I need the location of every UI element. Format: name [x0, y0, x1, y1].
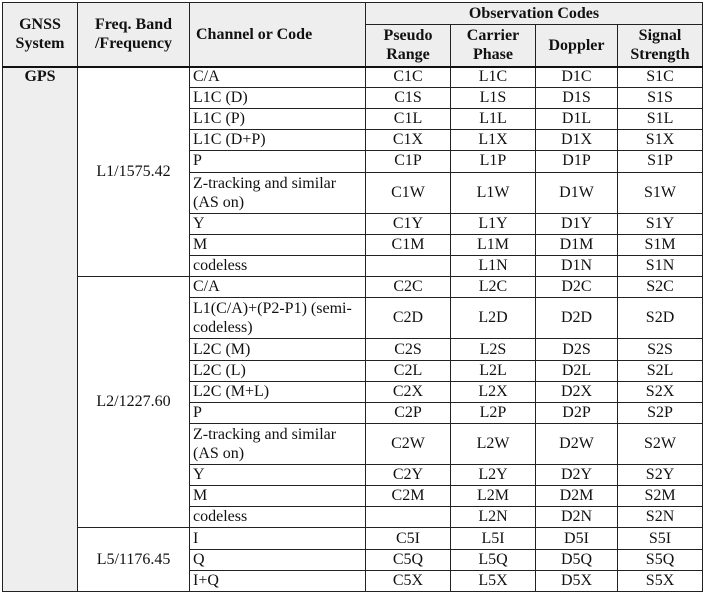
- carrier-phase-cell: L5X: [451, 570, 536, 591]
- pseudo-range-cell: C1L: [366, 109, 451, 130]
- channel-cell: Q: [190, 549, 366, 570]
- carrier-phase-cell: L2P: [451, 402, 536, 423]
- signal-strength-cell: S5X: [618, 570, 703, 591]
- carrier-phase-cell: L1N: [451, 256, 536, 277]
- carrier-phase-cell: L1Y: [451, 213, 536, 234]
- pseudo-range-cell: C5X: [366, 570, 451, 591]
- pseudo-range-cell: C1W: [366, 172, 451, 213]
- header-carrier-phase: Carrier Phase: [451, 25, 536, 67]
- doppler-cell: D2D: [536, 298, 618, 339]
- channel-cell: C/A: [190, 277, 366, 298]
- signal-strength-cell: S2D: [618, 298, 703, 339]
- channel-cell: I+Q: [190, 570, 366, 591]
- doppler-cell: D1L: [536, 109, 618, 130]
- carrier-phase-cell: L1X: [451, 130, 536, 151]
- carrier-phase-cell: L2Y: [451, 465, 536, 486]
- table-row: [3, 67, 703, 88]
- signal-strength-cell: S1M: [618, 234, 703, 255]
- pseudo-range-cell: C5Q: [366, 549, 451, 570]
- carrier-phase-cell: L2M: [451, 486, 536, 507]
- header-pseudo-range: Pseudo Range: [366, 25, 451, 67]
- pseudo-range-cell: [366, 507, 451, 528]
- pseudo-range-cell: [366, 256, 451, 277]
- signal-strength-cell: S2S: [618, 339, 703, 360]
- carrier-phase-cell: L1S: [451, 88, 536, 109]
- doppler-cell: D1M: [536, 234, 618, 255]
- signal-strength-cell: S2W: [618, 423, 703, 464]
- channel-cell: L1C (D+P): [190, 130, 366, 151]
- signal-strength-cell: S1L: [618, 109, 703, 130]
- channel-cell: I: [190, 528, 366, 549]
- header-freq-band: Freq. Band /Frequency: [78, 3, 190, 67]
- pseudo-range-cell: C1M: [366, 234, 451, 255]
- pseudo-range-cell: C2M: [366, 486, 451, 507]
- channel-cell: Y: [190, 213, 366, 234]
- pseudo-range-cell: C2L: [366, 360, 451, 381]
- signal-strength-cell: S2M: [618, 486, 703, 507]
- doppler-cell: D2L: [536, 360, 618, 381]
- carrier-phase-cell: L1C: [451, 67, 536, 88]
- table-row: [3, 277, 703, 298]
- doppler-cell: D2N: [536, 507, 618, 528]
- doppler-cell: D2X: [536, 381, 618, 402]
- pseudo-range-cell: C1C: [366, 67, 451, 88]
- signal-strength-cell: S2X: [618, 381, 703, 402]
- doppler-cell: D1X: [536, 130, 618, 151]
- channel-cell: L1C (D): [190, 88, 366, 109]
- signal-strength-cell: S1N: [618, 256, 703, 277]
- channel-cell: L1C (P): [190, 109, 366, 130]
- carrier-phase-cell: L5I: [451, 528, 536, 549]
- carrier-phase-cell: L2N: [451, 507, 536, 528]
- channel-cell: C/A: [190, 67, 366, 88]
- pseudo-range-cell: C2S: [366, 339, 451, 360]
- signal-strength-cell: S2Y: [618, 465, 703, 486]
- observation-codes-table: [2, 2, 703, 592]
- band-cell-l5: L5/1176.45: [78, 528, 190, 592]
- header-observation-codes: Observation Codes: [366, 3, 703, 25]
- pseudo-range-cell: C1Y: [366, 213, 451, 234]
- signal-strength-cell: S2L: [618, 360, 703, 381]
- carrier-phase-cell: L2L: [451, 360, 536, 381]
- band-cell-l1: L1/1575.42: [78, 67, 190, 277]
- carrier-phase-cell: L1M: [451, 234, 536, 255]
- channel-cell: codeless: [190, 256, 366, 277]
- signal-strength-cell: S1P: [618, 151, 703, 172]
- channel-cell: L2C (M+L): [190, 381, 366, 402]
- doppler-cell: D2Y: [536, 465, 618, 486]
- pseudo-range-cell: C2D: [366, 298, 451, 339]
- pseudo-range-cell: C5I: [366, 528, 451, 549]
- carrier-phase-cell: L2X: [451, 381, 536, 402]
- signal-strength-cell: S2N: [618, 507, 703, 528]
- signal-strength-cell: S1C: [618, 67, 703, 88]
- doppler-cell: D1P: [536, 151, 618, 172]
- channel-cell: M: [190, 234, 366, 255]
- doppler-cell: D1C: [536, 67, 618, 88]
- channel-cell: Z-tracking and similar (AS on): [190, 423, 366, 464]
- doppler-cell: D1Y: [536, 213, 618, 234]
- carrier-phase-cell: L1P: [451, 151, 536, 172]
- channel-cell: Z-tracking and similar (AS on): [190, 172, 366, 213]
- carrier-phase-cell: L2S: [451, 339, 536, 360]
- pseudo-range-cell: C2P: [366, 402, 451, 423]
- header-gnss-system: GNSS System: [3, 3, 78, 67]
- channel-cell: L1(C/A)+(P2-P1) (semi-codeless): [190, 298, 366, 339]
- channel-cell: Y: [190, 465, 366, 486]
- signal-strength-cell: S5I: [618, 528, 703, 549]
- table-row: [3, 528, 703, 549]
- carrier-phase-cell: L1L: [451, 109, 536, 130]
- signal-strength-cell: S2C: [618, 277, 703, 298]
- band-cell-l2: L2/1227.60: [78, 277, 190, 528]
- pseudo-range-cell: C2C: [366, 277, 451, 298]
- doppler-cell: D2P: [536, 402, 618, 423]
- channel-cell: P: [190, 402, 366, 423]
- pseudo-range-cell: C1S: [366, 88, 451, 109]
- channel-cell: M: [190, 486, 366, 507]
- header-channel: Channel or Code: [190, 3, 366, 67]
- pseudo-range-cell: C2Y: [366, 465, 451, 486]
- channel-cell: L2C (M): [190, 339, 366, 360]
- signal-strength-cell: S2P: [618, 402, 703, 423]
- carrier-phase-cell: L1W: [451, 172, 536, 213]
- signal-strength-cell: S1Y: [618, 213, 703, 234]
- doppler-cell: D2C: [536, 277, 618, 298]
- signal-strength-cell: S1W: [618, 172, 703, 213]
- pseudo-range-cell: C2X: [366, 381, 451, 402]
- pseudo-range-cell: C2W: [366, 423, 451, 464]
- carrier-phase-cell: L2W: [451, 423, 536, 464]
- gnss-system-cell: GPS: [3, 67, 78, 592]
- channel-cell: codeless: [190, 507, 366, 528]
- doppler-cell: D5X: [536, 570, 618, 591]
- carrier-phase-cell: L2C: [451, 277, 536, 298]
- doppler-cell: D5I: [536, 528, 618, 549]
- signal-strength-cell: S1S: [618, 88, 703, 109]
- channel-cell: P: [190, 151, 366, 172]
- pseudo-range-cell: C1X: [366, 130, 451, 151]
- signal-strength-cell: S5Q: [618, 549, 703, 570]
- header-signal-strength: Signal Strength: [618, 25, 703, 67]
- doppler-cell: D2M: [536, 486, 618, 507]
- signal-strength-cell: S1X: [618, 130, 703, 151]
- doppler-cell: D2S: [536, 339, 618, 360]
- doppler-cell: D1W: [536, 172, 618, 213]
- doppler-cell: D5Q: [536, 549, 618, 570]
- doppler-cell: D1N: [536, 256, 618, 277]
- header-doppler: Doppler: [536, 25, 618, 67]
- doppler-cell: D1S: [536, 88, 618, 109]
- pseudo-range-cell: C1P: [366, 151, 451, 172]
- carrier-phase-cell: L2D: [451, 298, 536, 339]
- channel-cell: L2C (L): [190, 360, 366, 381]
- doppler-cell: D2W: [536, 423, 618, 464]
- carrier-phase-cell: L5Q: [451, 549, 536, 570]
